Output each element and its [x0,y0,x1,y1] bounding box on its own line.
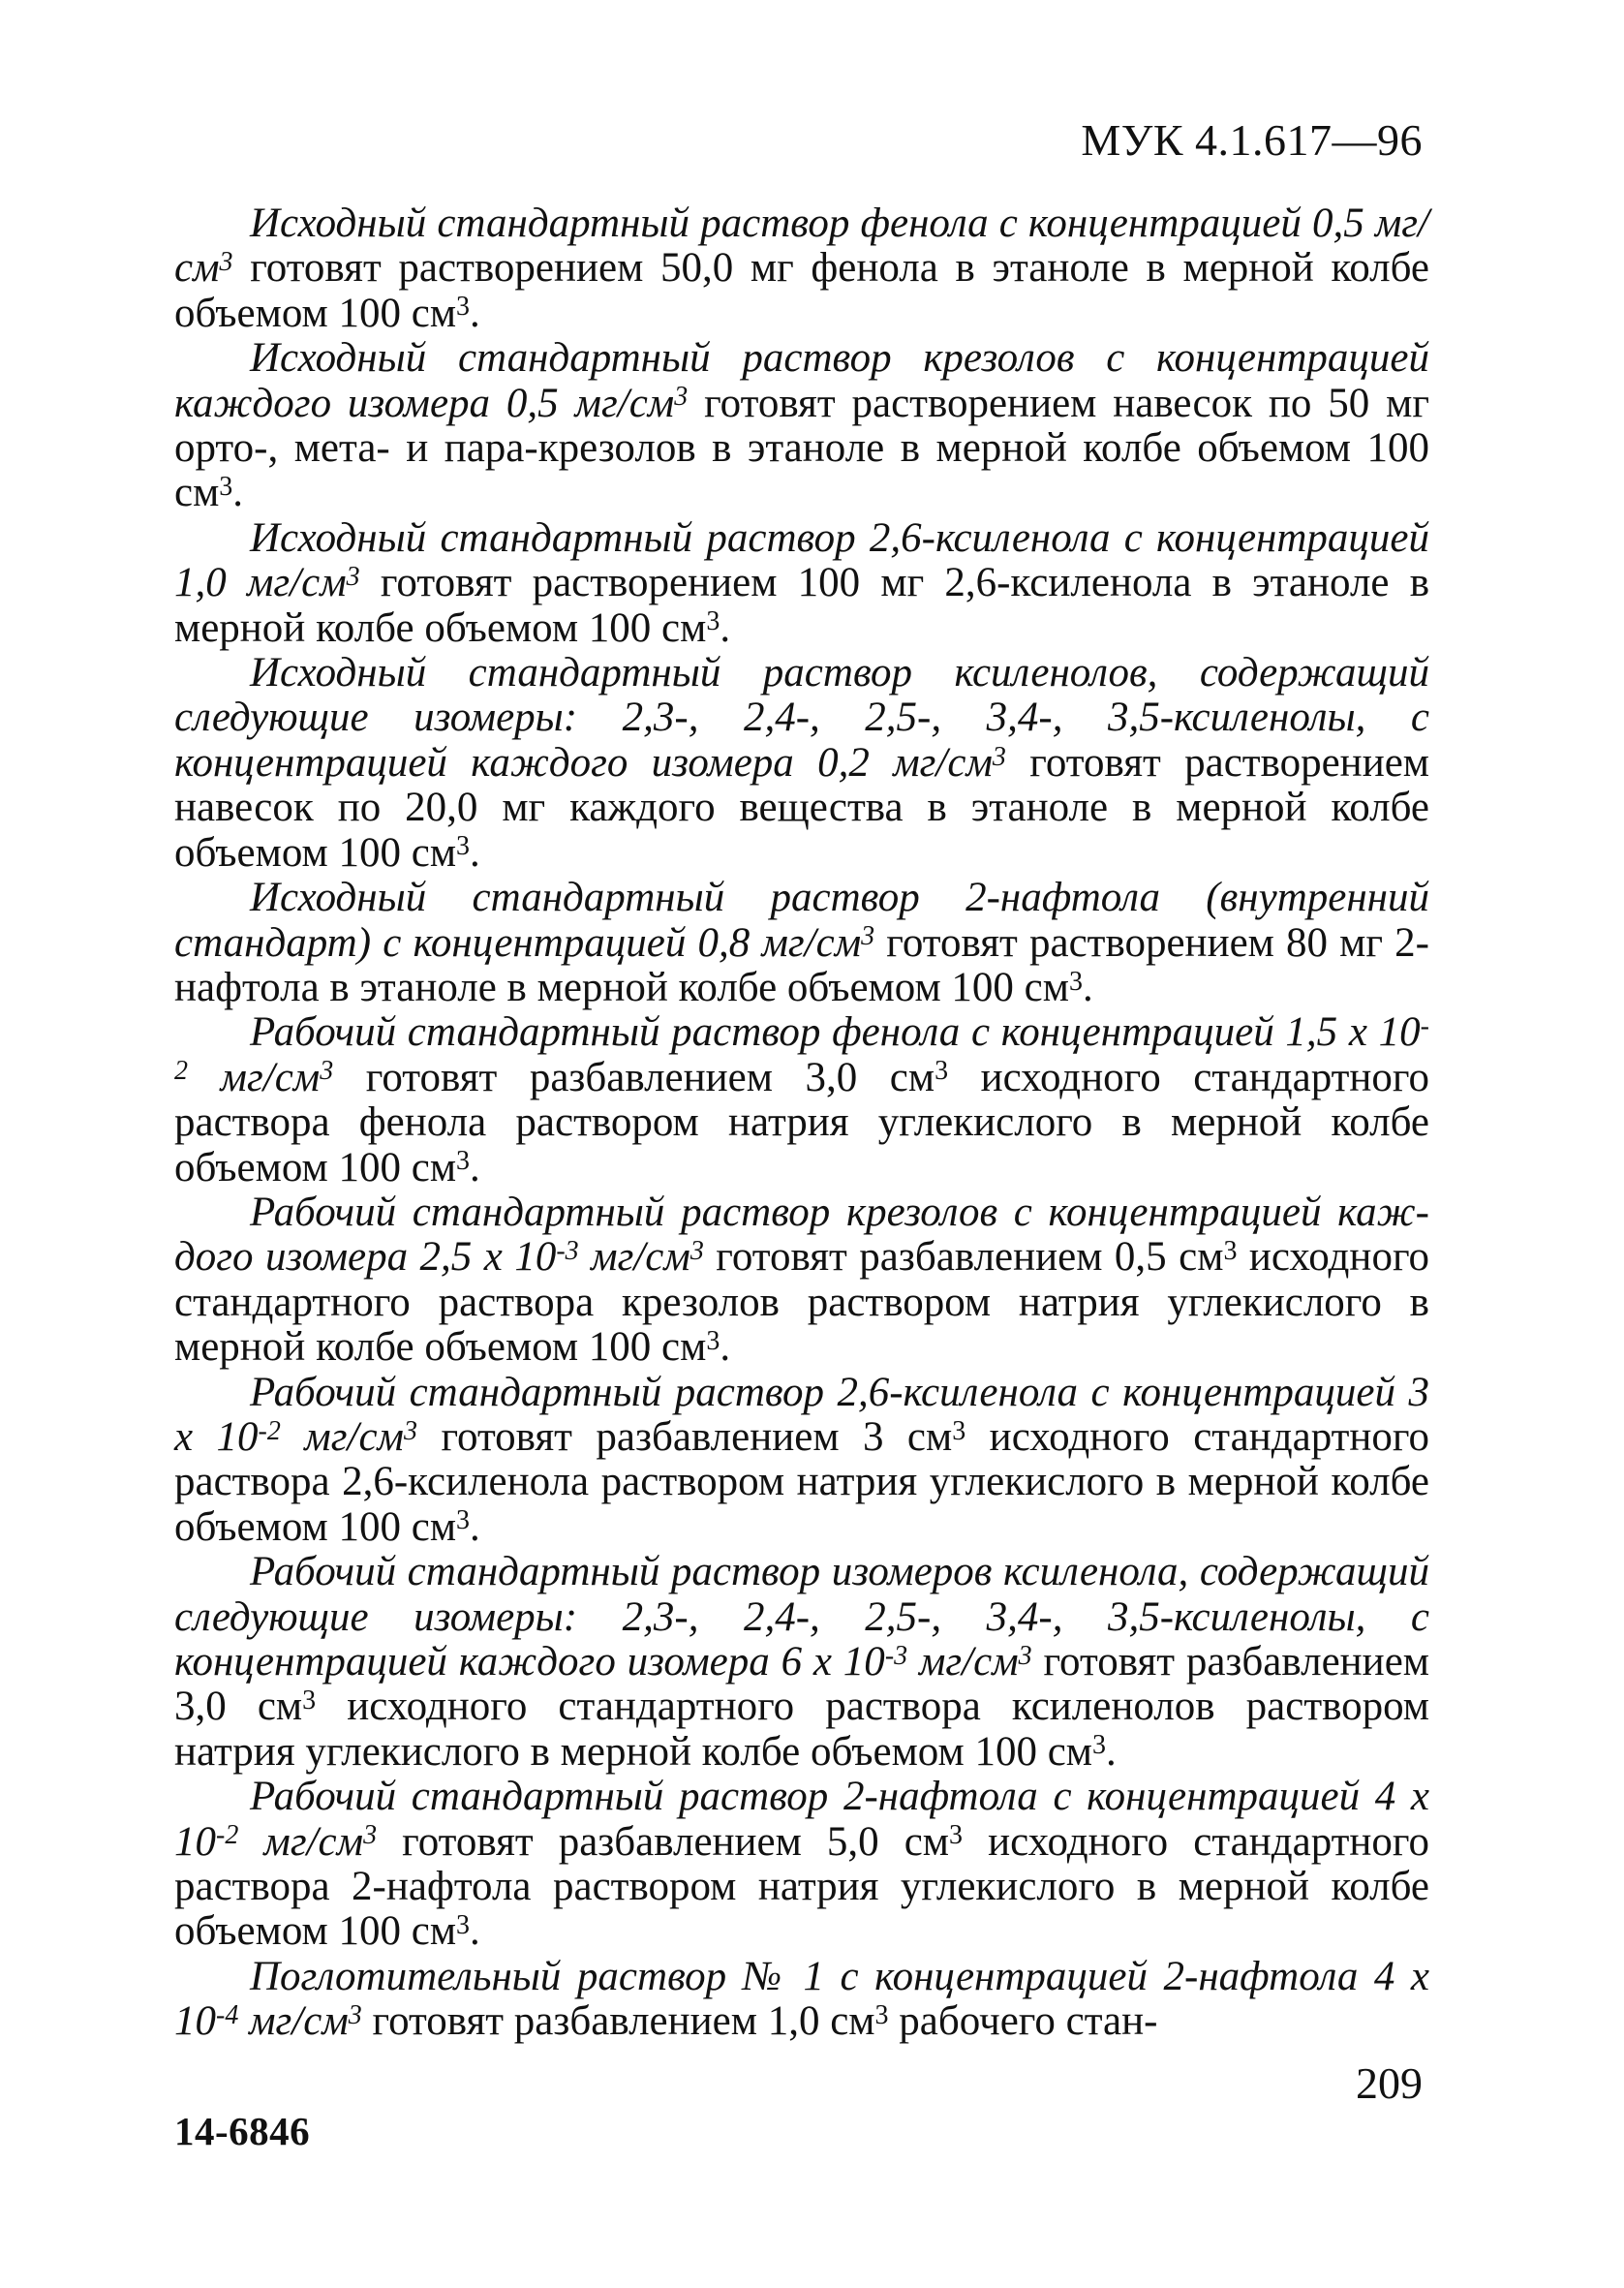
paragraph-title: Исходный стандартный раствор фенола с концентрацией 0,5 [250,201,1364,246]
exponent: 3 [949,1820,964,1851]
paragraph-xylenols-stock [174,651,1429,876]
exponent: 3 [935,1056,949,1087]
paragraph-title: Рабочий стандартный раствор крезолов с концентрацией каждого изомера 2,5 х 10 [174,1189,1429,1281]
paragraph-title: Рабочий стандартный раствор изомеров ксиленола, содержащий следующие изомеры: 2,3-, 2,4-, 2,5-, 3,4-, 3,5-ксиленолы, с концентрацией каждого изомера 6 х 10 [174,1549,1429,1685]
paragraph-title: Рабочий стандартный раствор фенола с концентрацией 1,5 х 10 [250,1009,1421,1056]
paragraph-text: готовят разбавлением 3,0 см [333,1054,935,1100]
exponent: 3 [219,247,233,278]
page-number: 209 [1356,2058,1423,2108]
exponent: 3 [689,1236,704,1267]
body-text [174,201,1429,2045]
paragraph-phenol-stock [174,201,1429,336]
exponent: 3 [363,1820,378,1851]
paragraph-title: Поглотительный раствор № 1 с концентрацией 2-нафтола 4 х 10 [174,1953,1429,2045]
unit: мг/см [188,1054,321,1100]
paragraph-cresols-working [174,1190,1429,1371]
paragraph-title: Исходный стандартный раствор 2,6-ксиленола с концентрацией 1,0 [174,514,1429,606]
paragraph-naphthol-working [174,1775,1429,1955]
exponent: 3 [706,606,720,637]
period: . [470,1908,480,1955]
exponent: 3 [874,1999,889,2030]
exponent: 3 [706,1325,720,1356]
exponent: -2 [174,1010,1429,1087]
exponent: 3 [1092,1730,1106,1761]
unit: мг/см [578,1234,690,1281]
paragraph-text: готовят растворением навесок по 20,0 мг каждого вещества в этаноле в мерной колбе объемом 100 см [174,739,1430,876]
paragraph-text: готовят растворением 100 мг 2,6-ксиленола в этаноле в мерной колбе объемом 100 см [174,560,1429,651]
period: . [720,604,731,651]
paragraph-text: рабочего стан- [888,1998,1158,2045]
paragraph-text: готовят разбавлением 0,5 см [703,1234,1224,1281]
paragraph-text: исходного стандартного раствора крезолов раствором натрия углекислого в мерной колбе объемом 100 см [174,1234,1430,1371]
unit: мг/см [280,1413,404,1460]
exponent: 3 [861,921,875,952]
exponent: -4 [216,1999,239,2030]
exponent: 3 [456,1505,471,1536]
paragraph-text: исходного стандартного раствора 2-нафтола раствором натрия углекислого в мерной колбе объемом 100 см [174,1818,1429,1955]
exponent: 3 [456,292,471,323]
paragraph-text: готовят растворением 50,0 мг фенола в этаноле в мерной колбе объемом 100 см [174,245,1429,336]
unit: мг/см [238,1818,364,1865]
paragraph-text: готовят разбавлением 5,0 см [377,1818,950,1865]
paragraph-text: готовят растворением 80 мг 2-нафтола в этаноле в мерной колбе объемом 100 см [174,919,1430,1010]
period: . [470,1503,480,1550]
unit: мг/см [761,919,862,966]
period: . [720,1324,731,1371]
paragraph-text: готовят растворением навесок по 50 мг орто-, мета- и пара-крезолов в этаноле в мерной колбе объемом 100 см [174,380,1429,516]
paragraph-xylenol26-stock [174,516,1429,651]
paragraph-text: готовят разбавлением 1,0 см [361,1998,875,2045]
period: . [470,829,480,876]
exponent: 3 [1068,966,1083,997]
period: . [470,290,480,336]
paragraph-title: Рабочий стандартный раствор 2,6-ксиленола с концентрацией 3 х 10 [174,1369,1429,1460]
exponent: 3 [404,1415,417,1446]
paragraph-phenol-working [174,1010,1429,1190]
exponent: 3 [348,1999,362,2030]
sheet-signature-mark: 14-6846 [174,2109,311,2153]
paragraph-title: Исходный стандартный раствор ксиленолов, содержащий следующие изомеры: 2,3-, 2,4-, 2,5-, 3,4-, 3,5-ксиленолы, с концентрацией каждого изомера 0,2 [174,650,1429,786]
exponent: 3 [1223,1236,1238,1267]
paragraph-text: готовят разбавлением 3,0 см [174,1639,1429,1730]
paragraph-title: Рабочий стандартный раствор 2-нафтола с концентрацией 4 х 10 [174,1774,1429,1865]
exponent: 3 [346,561,360,592]
paragraph-text: исходного стандартного раствора ксиленолов раствором натрия углекислого в мерной колбе объемом 100 см [174,1684,1430,1775]
exponent: 3 [992,741,1006,772]
unit: мг/см [246,560,347,606]
period: . [1106,1728,1117,1775]
paragraph-xylenol26-working [174,1371,1429,1551]
paragraph-absorbing-solution-1 [174,1955,1429,2045]
exponent: 3 [674,382,689,413]
exponent: 3 [320,1056,334,1087]
exponent: 3 [456,1910,471,1941]
unit: мг/см [574,380,675,426]
exponent: 3 [456,831,471,862]
document-code: МУК 4.1.617—96 [1081,115,1423,165]
exponent: 3 [219,472,233,503]
period: . [470,1144,480,1190]
unit: мг/см [238,1998,349,2045]
exponent: -2 [258,1415,281,1446]
paragraph-title: Исходный стандартный раствор 2-нафтола (внутренний стандарт) с концентрацией 0,8 [174,875,1429,966]
period: . [1082,964,1093,1010]
paragraph-cresols-stock [174,336,1429,516]
paragraph-naphthol-stock [174,876,1429,1010]
unit: мг/см [174,201,1429,292]
exponent: 3 [302,1685,317,1716]
paragraph-text: исходного стандартного раствора 2,6-ксиленола раствором натрия углекислого в мерной колбе объемом 100 см [174,1413,1429,1550]
exponent: 3 [952,1415,966,1446]
paragraph-text: готовят разбавлением 3 см [417,1413,953,1460]
exponent: -3 [556,1236,579,1267]
period: . [232,470,244,516]
exponent: -2 [216,1820,239,1851]
unit: мг/см [893,739,993,786]
unit: мг/см [907,1639,1019,1685]
exponent: -3 [884,1640,908,1671]
paragraph-text: исходного стандартного раствора фенола раствором натрия углекислого в мерной колбе объемом 100 см [174,1054,1429,1190]
paragraph-xylenols-working [174,1550,1429,1775]
exponent: 3 [1018,1640,1032,1671]
exponent: 3 [456,1146,471,1177]
paragraph-title: Исходный стандартный раствор крезолов с концентрацией каждого изомера 0,5 [174,335,1429,426]
